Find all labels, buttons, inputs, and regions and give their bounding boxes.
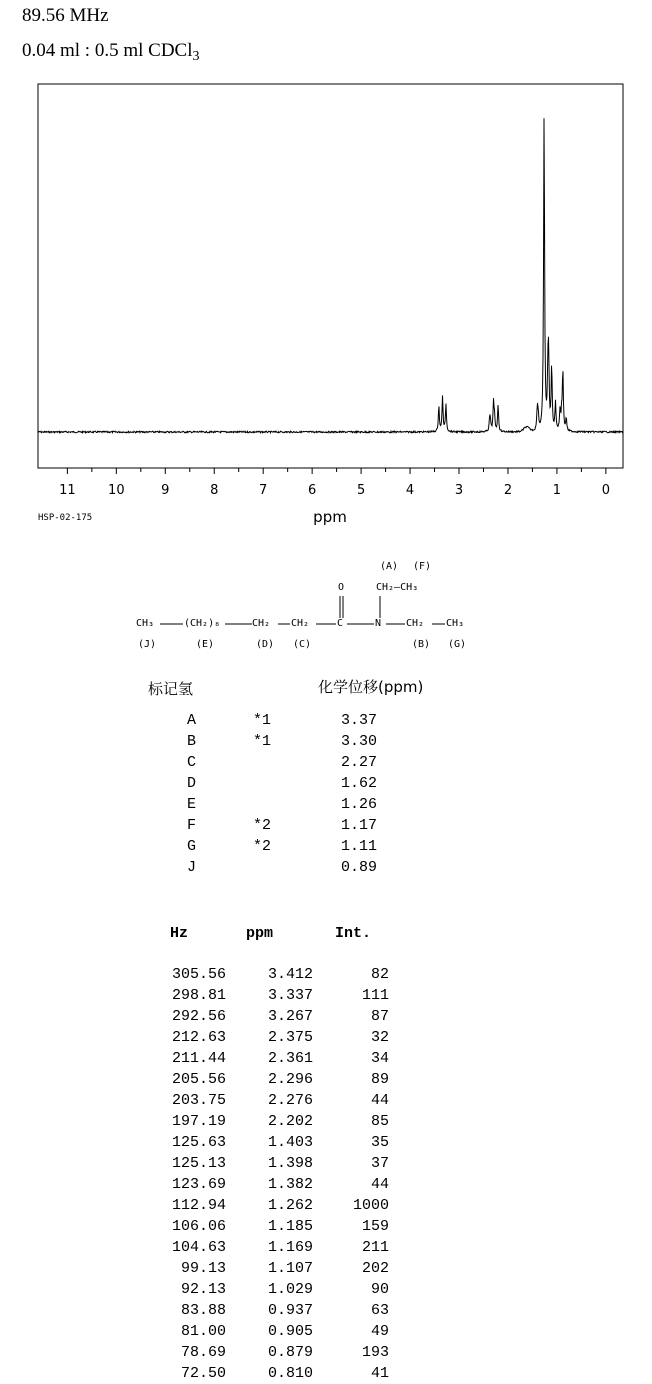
label-j: (J) [138,639,157,650]
peak-row [0,1237,652,1258]
peak-int: 49 [370,1323,389,1340]
peak-row [0,1069,652,1090]
atom-n: N [375,618,382,629]
peak-row [0,1363,652,1384]
peak-hz: 197.19 [171,1113,226,1130]
peak-ppm: 1.262 [267,1197,313,1214]
assign-row [0,752,652,773]
assign-shift: 3.37 [341,712,378,729]
assign-row [0,731,652,752]
atom-ch3-g: CH₃ [446,618,465,629]
peak-hz: 305.56 [171,966,226,983]
peak-ppm: 1.185 [267,1218,313,1235]
peak-int: 211 [361,1239,389,1256]
peak-hz: 106.06 [171,1218,226,1235]
peak-hz: 104.63 [171,1239,226,1256]
peak-ppm: 1.398 [267,1155,313,1172]
peak-hz: 112.94 [171,1197,226,1214]
assign-hydrogen: B [187,733,197,750]
assign-row [0,773,652,794]
peak-int: 85 [370,1113,389,1130]
peak-ppm: 3.412 [267,966,313,983]
peak-row [0,985,652,1006]
peak-row [0,1027,652,1048]
x-tick-label: 5 [356,483,366,498]
peak-int: 37 [370,1155,389,1172]
label-b: (B) [412,639,431,650]
assign-shift: 1.62 [341,775,378,792]
peak-row [0,1279,652,1300]
label-d: (D) [256,639,275,650]
atom-c: C [337,618,344,629]
peak-hz: 81.00 [180,1323,226,1340]
peak-int: 82 [370,966,389,983]
peak-row [0,1111,652,1132]
peak-int: 87 [370,1008,389,1025]
peak-int: 111 [361,987,389,1004]
peak-hz: 83.88 [180,1302,226,1319]
assign-hydrogen: G [187,838,197,855]
peak-ppm: 0.879 [267,1344,313,1361]
peak-hz: 125.63 [171,1134,226,1151]
atom-ch2-e: (CH₂)₈ [184,618,221,629]
peak-hz: 212.63 [171,1029,226,1046]
peak-hz: 125.13 [171,1155,226,1172]
peak-ppm: 2.361 [267,1050,313,1067]
peak-ppm: 1.029 [267,1281,313,1298]
assign-header-hydrogen: 标记氢 [148,680,194,698]
peak-row [0,1132,652,1153]
assign-shift: 1.11 [341,838,378,855]
x-tick-label: 10 [108,483,125,498]
peak-hz: 123.69 [171,1176,226,1193]
x-tick-label: 3 [454,483,464,498]
label-e: (E) [196,639,215,650]
assign-shift: 0.89 [341,859,378,876]
peak-hz: 203.75 [171,1092,226,1109]
peak-int: 63 [370,1302,389,1319]
x-axis-label: ppm [313,508,347,526]
assign-row [0,794,652,815]
peak-row [0,1258,652,1279]
peak-int: 35 [370,1134,389,1151]
assign-hydrogen: E [187,796,197,813]
assign-row [0,815,652,836]
peaklist-header [0,925,652,946]
peak-row [0,1195,652,1216]
peak-hz: 211.44 [171,1050,226,1067]
peak-row [0,1006,652,1027]
header-int: Int. [335,925,372,942]
peak-row [0,1342,652,1363]
peak-row [0,1174,652,1195]
assign-shift: 2.27 [341,754,378,771]
peak-int: 44 [370,1176,389,1193]
peak-ppm: 2.276 [267,1092,313,1109]
assign-note: *1 [253,712,272,729]
peak-hz: 72.50 [180,1365,226,1382]
spectrum-code: HSP-02-175 [38,513,93,523]
label-c: (C) [293,639,312,650]
label-g: (G) [448,639,467,650]
header-ppm: ppm [246,925,274,942]
atom-ch2-c: CH₂ [291,618,310,629]
x-tick-label: 7 [259,483,268,498]
peak-hz: 205.56 [171,1071,226,1088]
peak-int: 193 [361,1344,389,1361]
bond-lines [0,0,652,660]
peak-row [0,1300,652,1321]
peak-row [0,1048,652,1069]
peak-int: 1000 [352,1197,389,1214]
peak-int: 90 [370,1281,389,1298]
assign-note: *1 [253,733,272,750]
peak-ppm: 3.267 [267,1008,313,1025]
peak-ppm: 2.202 [267,1113,313,1130]
peak-ppm: 1.403 [267,1134,313,1151]
peak-int: 44 [370,1092,389,1109]
solvent-subscript: 3 [192,49,200,64]
peak-ppm: 1.169 [267,1239,313,1256]
x-tick-label: 1 [552,483,562,498]
peak-hz: 78.69 [180,1344,226,1361]
assign-hydrogen: D [187,775,197,792]
assign-note: *2 [253,817,272,834]
solvent-text: 0.04 ml : 0.5 ml CDCl [22,40,193,61]
x-tick-label: 11 [59,483,76,498]
peak-ppm: 3.337 [267,987,313,1004]
peak-int: 89 [370,1071,389,1088]
assign-row [0,710,652,731]
assign-row [0,857,652,878]
peak-hz: 92.13 [180,1281,226,1298]
assign-shift: 1.17 [341,817,378,834]
x-tick-label: 8 [210,483,219,498]
header-hz: Hz [170,925,189,942]
peak-hz: 292.56 [171,1008,226,1025]
peak-ppm: 2.296 [267,1071,313,1088]
peak-int: 202 [361,1260,389,1277]
assign-hydrogen: A [187,712,197,729]
peak-hz: 99.13 [180,1260,226,1277]
peak-ppm: 2.375 [267,1029,313,1046]
peak-ppm: 1.107 [267,1260,313,1277]
peak-row [0,1216,652,1237]
x-tick-label: 0 [601,483,611,498]
atom-ch2-d: CH₂ [252,618,271,629]
assign-shift: 1.26 [341,796,378,813]
peak-ppm: 0.810 [267,1365,313,1382]
atom-ch2-b: CH₂ [406,618,425,629]
assign-row [0,836,652,857]
ethyl-top: CH₂–CH₃ [376,582,419,593]
peak-row [0,1090,652,1111]
assign-hydrogen: C [187,754,197,771]
assign-hydrogen: F [187,817,197,834]
assign-note: *2 [253,838,272,855]
label-a: (A) [380,561,399,572]
peak-int: 41 [370,1365,389,1382]
frequency-label: 89.56 MHz [22,5,109,26]
peak-row [0,1321,652,1342]
peak-int: 34 [370,1050,389,1067]
x-tick-label: 9 [161,483,170,498]
assign-hydrogen: J [187,859,197,876]
label-f: (F) [413,561,432,572]
peak-ppm: 1.382 [267,1176,313,1193]
x-tick-label: 4 [405,483,415,498]
peak-int: 32 [370,1029,389,1046]
peak-hz: 298.81 [171,987,226,1004]
peak-ppm: 0.937 [267,1302,313,1319]
peak-int: 159 [361,1218,389,1235]
assign-header-shift: 化学位移(ppm) [318,678,424,696]
atom-ch3-j: CH₃ [136,618,155,629]
peak-ppm: 0.905 [267,1323,313,1340]
peak-row [0,1153,652,1174]
x-tick-label: 2 [503,483,513,498]
assign-shift: 3.30 [341,733,378,750]
x-tick-label: 6 [308,483,317,498]
peak-row [0,964,652,985]
carbonyl-oxygen: O [338,582,345,593]
